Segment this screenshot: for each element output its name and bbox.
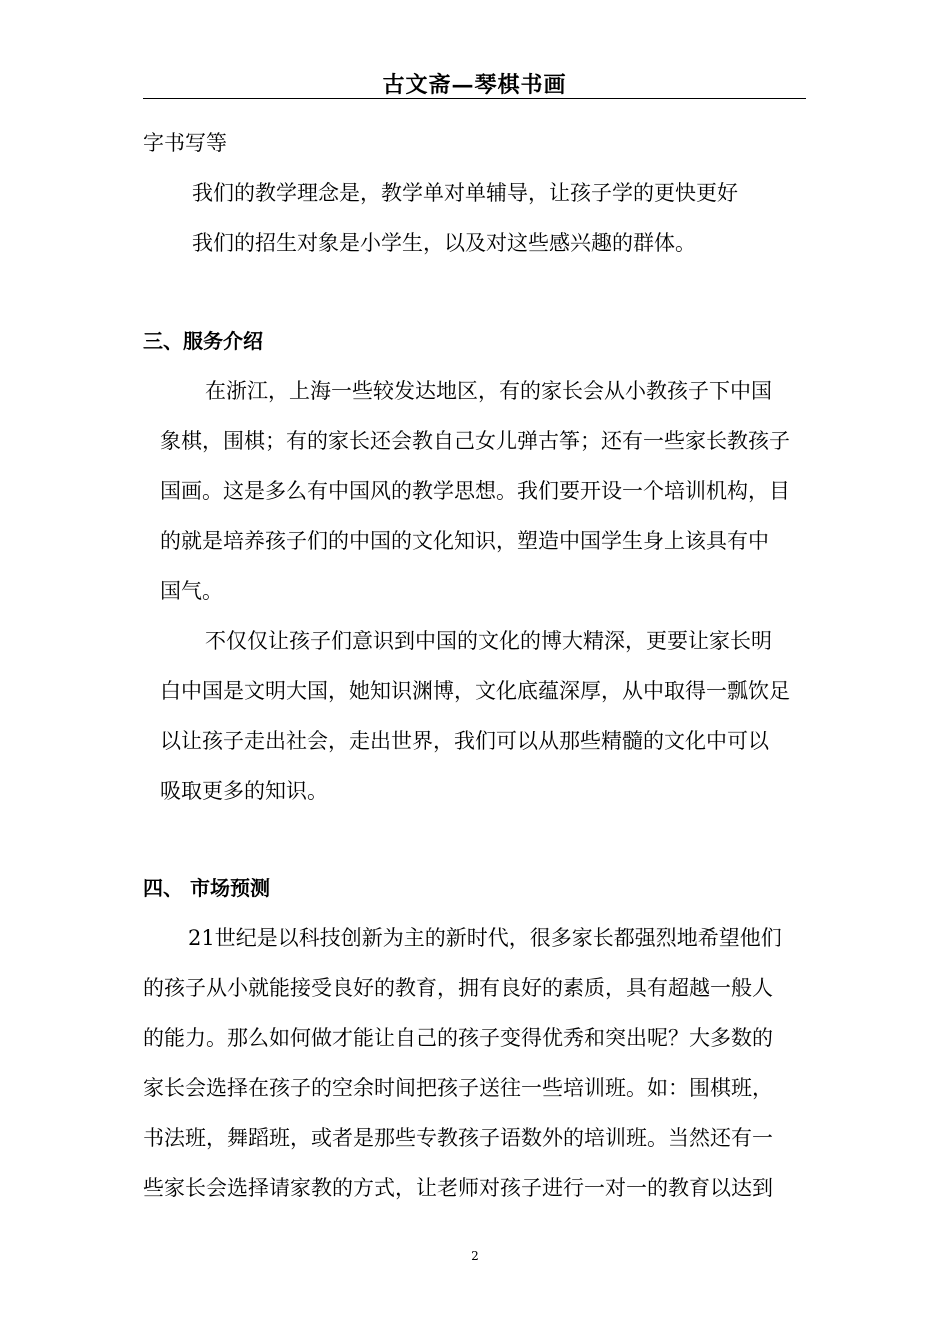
section-3-p2-line-4: 吸取更多的知识。 <box>160 779 328 803</box>
section-4-p1-line-1: 21世纪是以科技创新为主的新时代，很多家长都强烈地希望他们 <box>188 926 782 950</box>
page-number: 2 <box>471 1249 479 1263</box>
intro-tail-text: 字书写等 <box>143 131 227 155</box>
section-4-heading: 四、 市场预测 <box>143 876 270 900</box>
section-3-p1-line-4: 的就是培养孩子们的中国的文化知识，塑造中国学生身上该具有中 <box>160 529 769 553</box>
document-header-title: 古文斋—琴棋书画 <box>382 72 567 98</box>
intro-line-1: 我们的教学理念是，教学单对单辅导，让孩子学的更快更好 <box>192 181 738 205</box>
section-3-p1-line-2: 象棋，围棋；有的家长还会教自己女儿弹古筝；还有一些家长教孩子 <box>160 429 790 453</box>
section-4-p1-line-6: 些家长会选择请家教的方式，让老师对孩子进行一对一的教育以达到 <box>143 1176 773 1200</box>
section-4-p1-line-5: 书法班，舞蹈班，或者是那些专教孩子语数外的培训班。当然还有一 <box>143 1126 773 1150</box>
section-3-p1-line-1: 在浙江，上海一些较发达地区，有的家长会从小教孩子下中国 <box>205 379 772 403</box>
section-3-heading: 三、服务介绍 <box>143 329 263 353</box>
section-4-p1-line-4: 家长会选择在孩子的空余时间把孩子送往一些培训班。如：围棋班， <box>143 1076 773 1100</box>
section-3-p2-line-3: 以让孩子走出社会，走出世界，我们可以从那些精髓的文化中可以 <box>160 729 769 753</box>
section-4-p1-line-2: 的孩子从小就能接受良好的教育，拥有良好的素质，具有超越一般人 <box>143 976 773 1000</box>
section-3-p1-line-3: 国画。这是多么有中国风的教学思想。我们要开设一个培训机构，目 <box>160 479 790 503</box>
header-divider <box>143 98 806 99</box>
intro-line-2: 我们的招生对象是小学生，以及对这些感兴趣的群体。 <box>192 231 696 255</box>
section-3-p2-line-1: 不仅仅让孩子们意识到中国的文化的博大精深，更要让家长明 <box>205 629 772 653</box>
section-3-p1-line-5: 国气。 <box>160 579 223 603</box>
section-4-p1-line-3: 的能力。那么如何做才能让自己的孩子变得优秀和突出呢？大多数的 <box>143 1026 773 1050</box>
section-3-p2-line-2: 白中国是文明大国，她知识渊博，文化底蕴深厚，从中取得一瓢饮足 <box>160 679 790 703</box>
